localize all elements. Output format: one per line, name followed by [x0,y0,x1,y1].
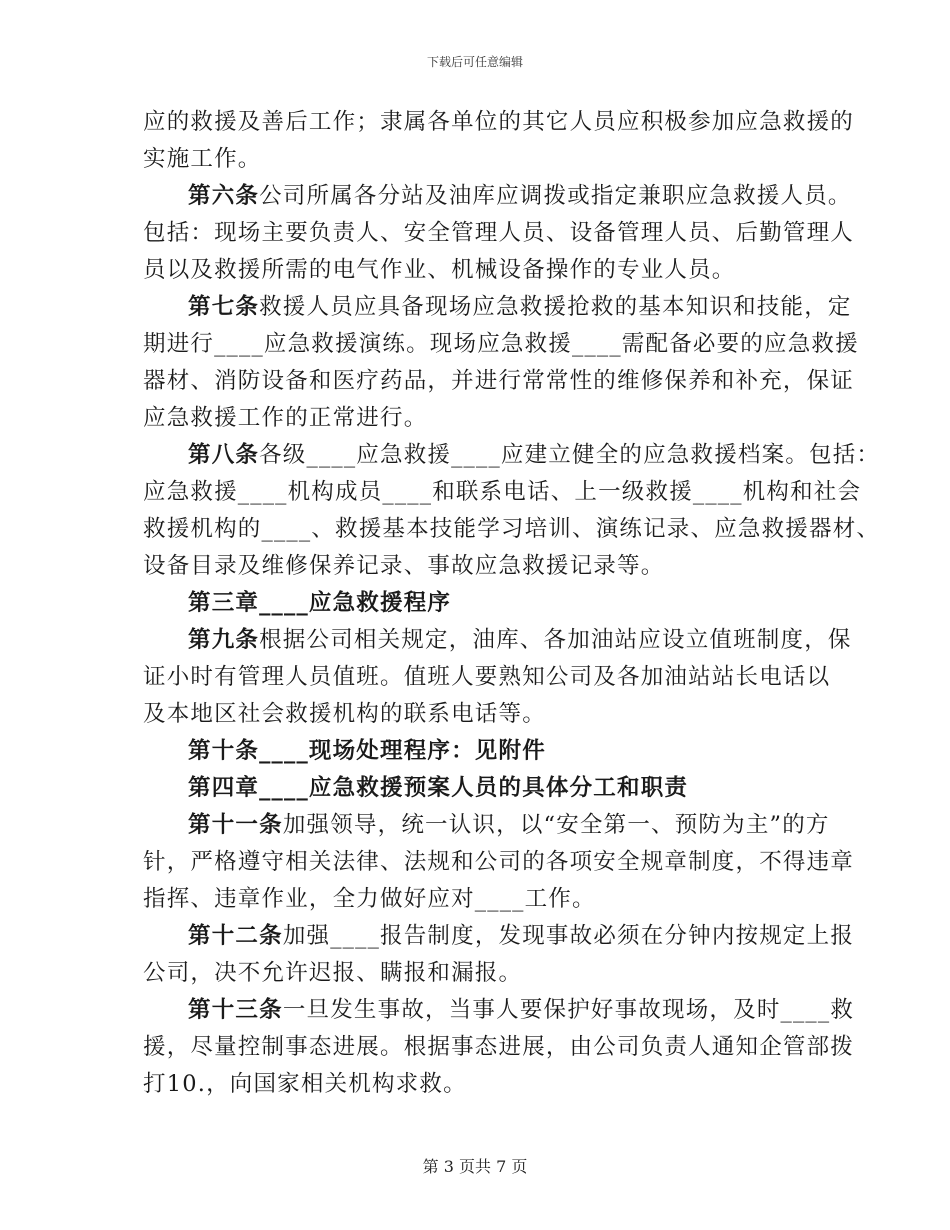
text-line [143,437,881,474]
chapter-3-heading [143,585,808,622]
text-line: 证小时有管理人员值班。值班人要熟知公司及各加油站站长电话以 [143,664,831,690]
text-line: 应急救援____机构成员____和联系电话、上一级救援____机构和社会 [143,479,862,505]
article-9 [143,622,852,733]
article-text: 公司所属各分站及油库应调拨或指定兼职应急救援人员。 [259,183,852,209]
article-heading: 第十条____现场处理程序：见附件 [188,738,546,764]
text-line [143,585,808,622]
article-text: 一旦发生事故，当事人要保护好事故现场，及时____救 [282,997,855,1023]
chapter-heading: 第三章____应急救援程序 [188,590,452,616]
text-line [143,918,855,955]
text-line: 及本地区社会救援机构的联系电话等。 [143,701,546,727]
text-line: 实施工作。 [143,146,262,172]
text-line: 员以及救援所需的电气作业、机械设备操作的专业人员。 [143,257,736,283]
article-11 [143,807,855,918]
article-text: 救援人员应具备现场应急救援抢救的基本知识和技能，定 [259,294,852,320]
article-lead: 第六条 [188,183,260,209]
article-lead: 第十一条 [188,812,283,838]
text-line [143,992,855,1029]
article-lead: 第七条 [188,294,260,320]
article-lead: 第十二条 [188,923,283,949]
article-8 [143,437,881,585]
article-lead: 第八条 [188,442,260,468]
text-line: 设备目录及维修保养记录、事故应急救援记录等。 [143,553,665,579]
header-note: 下载后可任意编辑 [426,55,523,69]
text-line [143,770,808,807]
article-7 [143,289,859,437]
article-12 [143,918,855,992]
document-body [143,104,881,1103]
text-line: 针，严格遵守相关法律、法规和公司的各项安全规章制度，不得违章 [143,849,855,875]
page-number: 第 3 页共 7 页 [422,1157,528,1176]
text-line: 器材、消防设备和医疗药品，并进行常常性的维修保养和补充，保证 [143,368,855,394]
article-lead: 第十三条 [188,997,283,1023]
chapter-heading: 第四章____应急救援预案人员的具体分工和职责 [188,775,689,801]
article-lead: 第九条 [188,627,260,653]
article-text: 加强领导，统一认识，以“安全第一、预防为主”的方 [282,812,830,838]
text-line: 公司，决不允许迟报、瞒报和漏报。 [143,960,523,986]
article-text: 各级____应急救援____应建立健全的应急救援档案。包括： [259,442,881,468]
text-line: 救援机构的____、救援基本技能学习培训、演练记录、应急救援器材、 [143,516,881,542]
text-line [143,289,852,326]
article-text: 根据公司相关规定，油库、各加油站应设立值班制度，保 [259,627,852,653]
article-13 [143,992,855,1103]
text-line [143,733,808,770]
text-line: 打10.，向国家相关机构求救。 [143,1071,467,1097]
chapter-4-heading [143,770,808,807]
text-line: 应的救援及善后工作；隶属各单位的其它人员应积极参加应急救援的 [143,109,855,135]
article-6 [143,178,855,289]
article-10-heading [143,733,808,770]
text-line: 应急救援工作的正常进行。 [143,405,428,431]
text-line [143,622,852,659]
text-line: 期进行____应急救援演练。现场应急救援____需配备必要的应急救援 [143,331,859,357]
article-text: 加强____报告制度，发现事故必须在分钟内按规定上报 [282,923,855,949]
paragraph-continuation [143,104,855,178]
text-line: 援，尽量控制事态进展。根据事态进展，由公司负责人通知企管部拨 [143,1034,855,1060]
text-line: 包括：现场主要负责人、安全管理人员、设备管理人员、后勤管理人 [143,220,855,246]
text-line [143,807,830,844]
text-line [143,178,852,215]
text-line: 指挥、违章作业，全力做好应对____工作。 [143,886,596,912]
